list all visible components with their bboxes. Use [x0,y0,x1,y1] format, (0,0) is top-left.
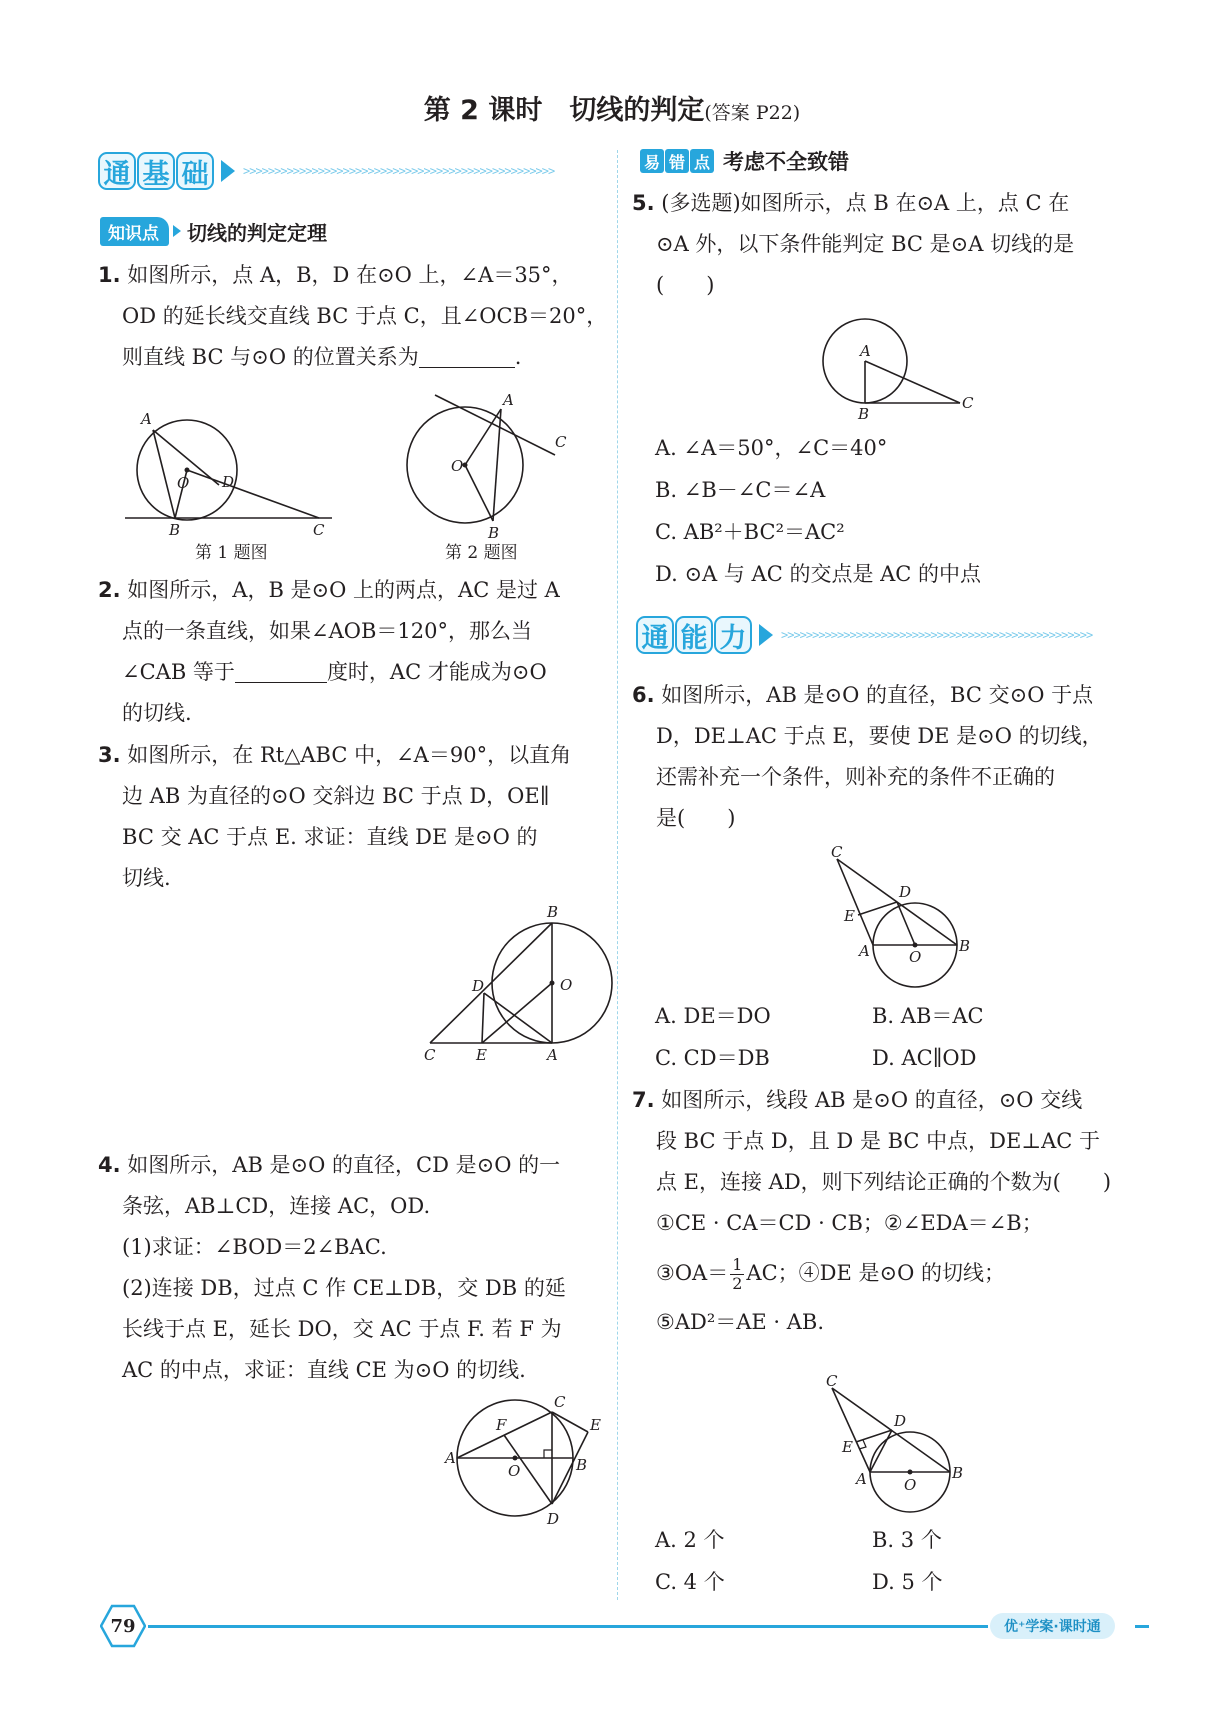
question-text: 长线于点 E，延长 DO，交 AC 于点 F. 若 F 为 [122,1317,562,1341]
option-a[interactable]: A. 2 个 [655,1528,725,1552]
figure-4 [440,1390,620,1530]
option-d[interactable]: D. ⊙A 与 AC 的交点是 AC 的中点 [655,562,982,586]
question-4 [98,1145,566,1391]
question-number: 5. [632,191,655,215]
label-f: F [496,1416,507,1434]
option-c[interactable]: C. CD＝DB [655,1046,770,1070]
label-b: B [488,524,500,542]
question-text: 点 E，连接 AD，则下列结论正确的个数为( ) [656,1170,1112,1194]
banner-chevrons-decoration: >>>>>>>>>>>>>>>>>>>>>>>>>>>>>>>>>>>>>>>>>>>>>>>>>> [781,628,1093,642]
figure-5 [820,315,980,425]
question-5 [632,183,1074,306]
label-c: C [831,845,843,861]
label-c: C [424,1046,436,1064]
label-c: C [962,394,974,412]
tag-char: 易 [640,149,664,173]
question-text: 如图所示，在 Rt△ABC 中，∠A＝90°，以直角 [127,743,572,767]
fraction [730,1256,744,1293]
question-6 [632,675,1103,839]
error-prone-label: 考虑不全致错 [723,150,849,174]
label-a: A [856,1470,867,1488]
question-text: ∠CAB 等于 [122,660,235,684]
label-b: B [576,1456,588,1474]
question-text: 切线. [122,866,171,890]
label-e: E [844,907,855,925]
knowledge-point-tag: 知识点 [100,217,169,246]
label-b: B [959,937,971,955]
option-a[interactable]: A. ∠A＝50°，∠C＝40° [655,436,888,460]
error-prone-header [640,146,849,176]
question-text: 边 AB 为直径的⊙O 交斜边 BC 于点 D，OE∥ [122,784,550,808]
section-banner-basic [98,148,563,194]
fraction-denominator: 2 [732,1274,743,1293]
label-b: B [858,405,870,423]
label-d: D [222,473,235,491]
label-b: B [952,1464,964,1482]
question-text: 度时，AC 才能成为⊙O [326,660,547,684]
label-b: B [547,905,559,921]
question-text: 如图所示，AB 是⊙O 的直径，CD 是⊙O 的一 [127,1153,561,1177]
fraction-numerator: 1 [732,1255,743,1274]
page-number [100,1604,146,1648]
question-number: 1. [98,263,121,287]
question-text: 的切线. [122,701,192,725]
label-a: A [547,1046,558,1064]
question-text: 如图所示，点 A，B，D 在⊙O 上，∠A＝35°， [127,263,573,287]
question-text: D，DE⊥AC 于点 E，要使 DE 是⊙O 的切线， [656,724,1103,748]
figure-caption: 第 2 题图 [445,543,518,563]
banner-char: 基 [137,152,175,190]
question-text: ⊙A 外，以下条件能判定 BC 是⊙A 切线的是 [656,232,1075,256]
question-text: 如图所示，AB 是⊙O 的直径，BC 交⊙O 于点 [661,683,1094,707]
banner-arrow-icon [221,160,235,182]
banner-char: 通 [636,616,674,654]
question-text: ③OA＝ [656,1261,729,1285]
option-c[interactable]: C. AB²＋BC²＝AC² [655,520,845,544]
label-o: O [909,948,922,966]
question-text: 如图所示，A，B 是⊙O 上的两点，AC 是过 A [127,578,560,602]
brand-badge: 优⁺学案·课时通 [990,1613,1115,1639]
tag-char: 错 [665,149,689,173]
figure-6 [825,845,985,995]
option-d[interactable]: D. 5 个 [872,1570,943,1594]
lesson-title: 第 2 课时 切线的判定 [423,95,705,126]
label-d: D [547,1510,560,1528]
banner-char: 能 [675,616,713,654]
question-text: 点的一条直线，如果∠AOB＝120°，那么当 [122,619,532,643]
label-e: E [476,1046,487,1064]
option-b[interactable]: B. 3 个 [872,1528,942,1552]
label-d: D [472,977,485,995]
label-e: E [590,1416,601,1434]
label-d: D [899,883,912,901]
label-o: O [508,1462,521,1480]
column-divider [617,150,618,1600]
knowledge-point-header [100,217,327,245]
question-7 [632,1080,1111,1343]
figure-7 [818,1368,978,1518]
page-number-text: 79 [110,1615,136,1637]
option-d[interactable]: D. AC∥OD [872,1046,977,1070]
banner-arrow-icon [759,624,773,646]
question-text: ⑤AD²＝AE · AB. [656,1310,825,1334]
question-text: 是( ) [656,806,736,830]
question-number: 7. [632,1088,655,1112]
section-banner-ability [636,612,1101,658]
question-text: 段 BC 于点 D，且 D 是 BC 中点，DE⊥AC 于 [656,1129,1101,1153]
question-text: (多选题)如图所示，点 B 在⊙A 上，点 C 在 [661,191,1070,215]
question-number: 3. [98,743,121,767]
knowledge-point-arrow-icon [173,225,181,237]
question-text: 还需补充一个条件，则补充的条件不正确的 [656,765,1055,789]
question-text: ( ) [656,273,715,297]
answer-reference: (答案 P22) [704,102,801,124]
question-number: 6. [632,683,655,707]
knowledge-point-label: 切线的判定定理 [187,220,327,245]
question-text: 如图所示，线段 AB 是⊙O 的直径，⊙O 交线 [661,1088,1083,1112]
question-text: 则直线 BC 与⊙O 的位置关系为 [122,345,419,369]
label-e: E [842,1438,853,1456]
question-text: 条弦，AB⊥CD，连接 AC，OD. [122,1194,431,1218]
banner-char: 通 [98,152,136,190]
punctuation: . [514,345,522,369]
label-a: A [859,942,870,960]
figure-1 [125,400,350,565]
page-title [0,88,1224,127]
question-3 [98,735,571,899]
label-o: O [451,457,464,475]
label-d: D [894,1412,907,1430]
footer-rule [148,1625,988,1628]
question-text: AC；④DE 是⊙O 的切线； [746,1261,1005,1285]
question-text: BC 交 AC 于点 E. 求证：直线 DE 是⊙O 的 [122,825,538,849]
figure-3 [420,905,620,1065]
banner-char: 力 [714,616,752,654]
banner-chevrons-decoration: >>>>>>>>>>>>>>>>>>>>>>>>>>>>>>>>>>>>>>>>>>>>>>>>>> [243,164,555,178]
banner-char: 础 [176,152,214,190]
label-o: O [560,976,573,994]
label-a: A [503,391,514,409]
label-a: A [445,1449,456,1467]
footer-rule-end [1135,1625,1149,1628]
answer-blank[interactable] [419,345,515,368]
figure-2 [395,385,595,565]
figure-caption: 第 1 题图 [195,543,268,563]
label-o: O [904,1476,917,1494]
label-o: O [177,474,190,492]
option-b[interactable]: B. AB＝AC [872,1004,984,1028]
label-b: B [169,521,181,539]
label-a: A [141,410,152,428]
question-number: 4. [98,1153,121,1177]
question-text: OD 的延长线交直线 BC 于点 C，且∠OCB＝20°， [122,304,608,328]
question-text: AC 的中点，求证：直线 CE 为⊙O 的切线. [122,1358,526,1382]
question-1 [98,255,607,378]
question-text: ①CE · CA＝CD · CB；②∠EDA＝∠B； [656,1211,1043,1235]
label-c: C [826,1372,838,1390]
option-a[interactable]: A. DE＝DO [655,1004,771,1028]
answer-blank[interactable] [235,660,327,683]
label-c: C [555,433,567,451]
tag-char: 点 [690,149,714,173]
question-2 [98,570,560,734]
option-c[interactable]: C. 4 个 [655,1570,725,1594]
question-text: (2)连接 DB，过点 C 作 CE⊥DB，交 DB 的延 [122,1276,566,1300]
question-text: (1)求证：∠BOD＝2∠BAC. [122,1235,387,1259]
option-b[interactable]: B. ∠B－∠C＝∠A [655,478,826,502]
label-c: C [313,521,325,539]
label-c: C [554,1393,566,1411]
question-number: 2. [98,578,121,602]
label-a: A [860,342,871,360]
